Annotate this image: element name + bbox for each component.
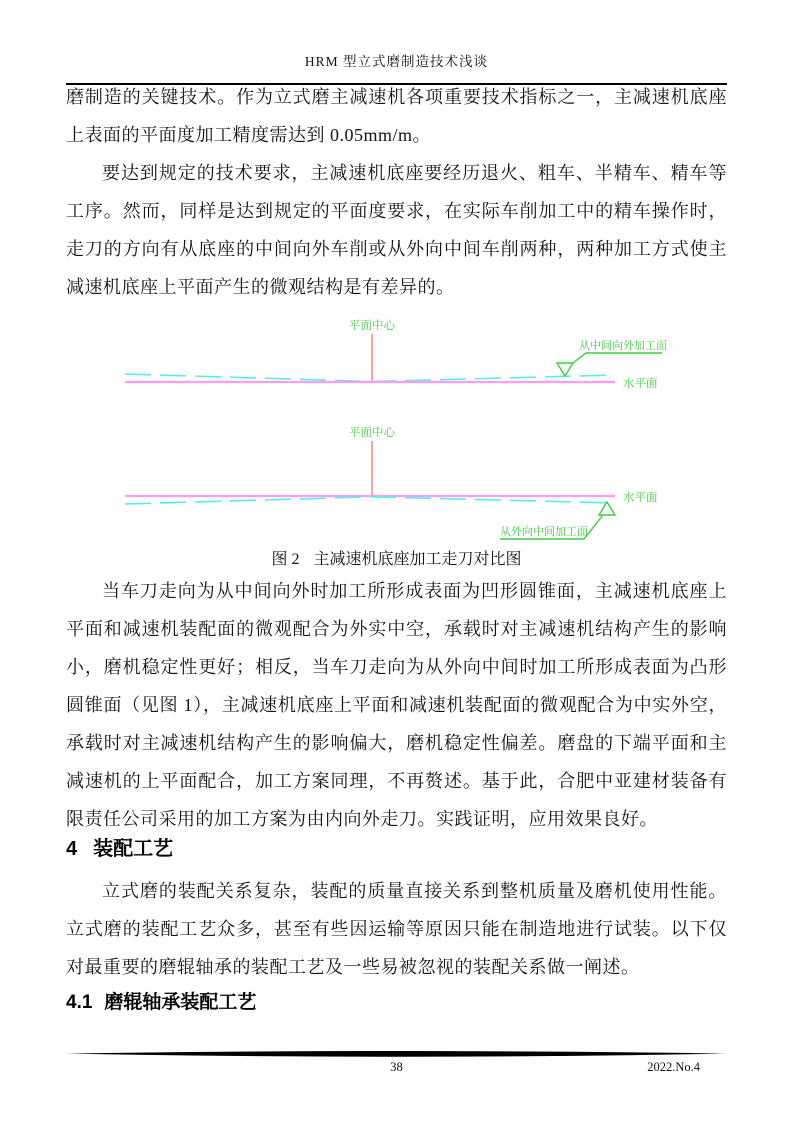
- top-surface-finish-triangle-icon: [557, 363, 573, 376]
- bottom-diagram: [125, 425, 658, 539]
- top-plane-center-label: 平面中心: [349, 318, 395, 332]
- paragraph-continuation: 磨制造的关键技术。作为立式磨主减速机各项重要技术指标之一，主减速机底座上表面的平面度加工精度需达到 0.05mm/m。: [66, 87, 727, 145]
- top-machined-surface-line: [125, 374, 615, 382]
- footer-rule-lens: [66, 1050, 727, 1058]
- bottom-horizontal-plane-label: 水平面: [623, 490, 658, 504]
- bottom-surface-label: 从外向中间加工面: [500, 525, 588, 538]
- section-number: 4: [66, 838, 78, 860]
- subsection-title: 磨辊轴承装配工艺: [104, 992, 257, 1013]
- figure-caption-label: 图 2: [271, 551, 300, 568]
- footer-issue-label: 2022.No.4: [647, 1060, 700, 1074]
- running-header-title: HRM 型立式磨制造技术浅谈: [304, 54, 489, 69]
- figure-toolpath-comparison: [66, 306, 727, 542]
- bottom-machined-surface-line: [125, 497, 615, 504]
- subsection-heading-roller-bearing: [66, 988, 727, 1018]
- figure-caption: [66, 546, 727, 569]
- bottom-plane-center-label: 平面中心: [349, 425, 395, 439]
- top-diagram: [125, 318, 667, 390]
- subsection-number: 4.1: [66, 992, 93, 1013]
- section-title: 装配工艺: [93, 838, 174, 860]
- top-leader-line: [573, 353, 662, 363]
- paragraph-assembly-intro: 立式磨的装配关系复杂，装配的质量直接关系到整机质量及磨机使用性能。立式磨的装配工艺众多，甚至有些因运输等原因只能在制造地进行试装。以下仅对最重要的磨辊轴承的装配工艺及一些易被忽视的装配关系做一阐述。: [66, 881, 727, 977]
- top-surface-label: 从中间向外加工面: [579, 339, 667, 352]
- section-heading-assembly: [66, 834, 727, 864]
- figure-caption-text: 主减速机底座加工走刀对比图: [313, 551, 522, 568]
- paragraph-machining-requirements: 要达到规定的技术要求，主减速机底座要经历退火、粗车、半精车、精车等工序。然而，同样是达到规定的平面度要求，在实际车削加工中的精车操作时，走刀的方向有从底座的中间向外车削或从外向中间车削两种，两种加工方式使主减速机底座上平面产生的微观结构是有差异的。: [66, 163, 727, 297]
- bottom-surface-finish-triangle-icon: [599, 502, 615, 515]
- paragraph-surface-analysis: 当车刀走向为从中间向外时加工所形成表面为凹形圆锥面，主减速机底座上平面和减速机装配面的微观配合为外实中空，承载时对主减速机结构产生的影响小，磨机稳定性更好；相反，当车刀走向为从外向中间时加工所形成表面为凸形圆锥面（见图 1），主减速机底座上平面和减速机装配面的微观配合为中实外空，承载时对主减速机结构产生的影响偏大，磨机稳定性偏差。磨盘的下端平面和主减速机的上平面配合，加工方案同理，不再赘述。基于此，合肥中亚建材装备有限责任公司采用的加工方案为由内向外走刀。实践证明，应用效果良好。: [66, 581, 727, 829]
- footer-page-number: 38: [390, 1060, 403, 1074]
- top-horizontal-plane-label: 水平面: [623, 376, 658, 390]
- toolpath-diagram-svg: [66, 306, 727, 542]
